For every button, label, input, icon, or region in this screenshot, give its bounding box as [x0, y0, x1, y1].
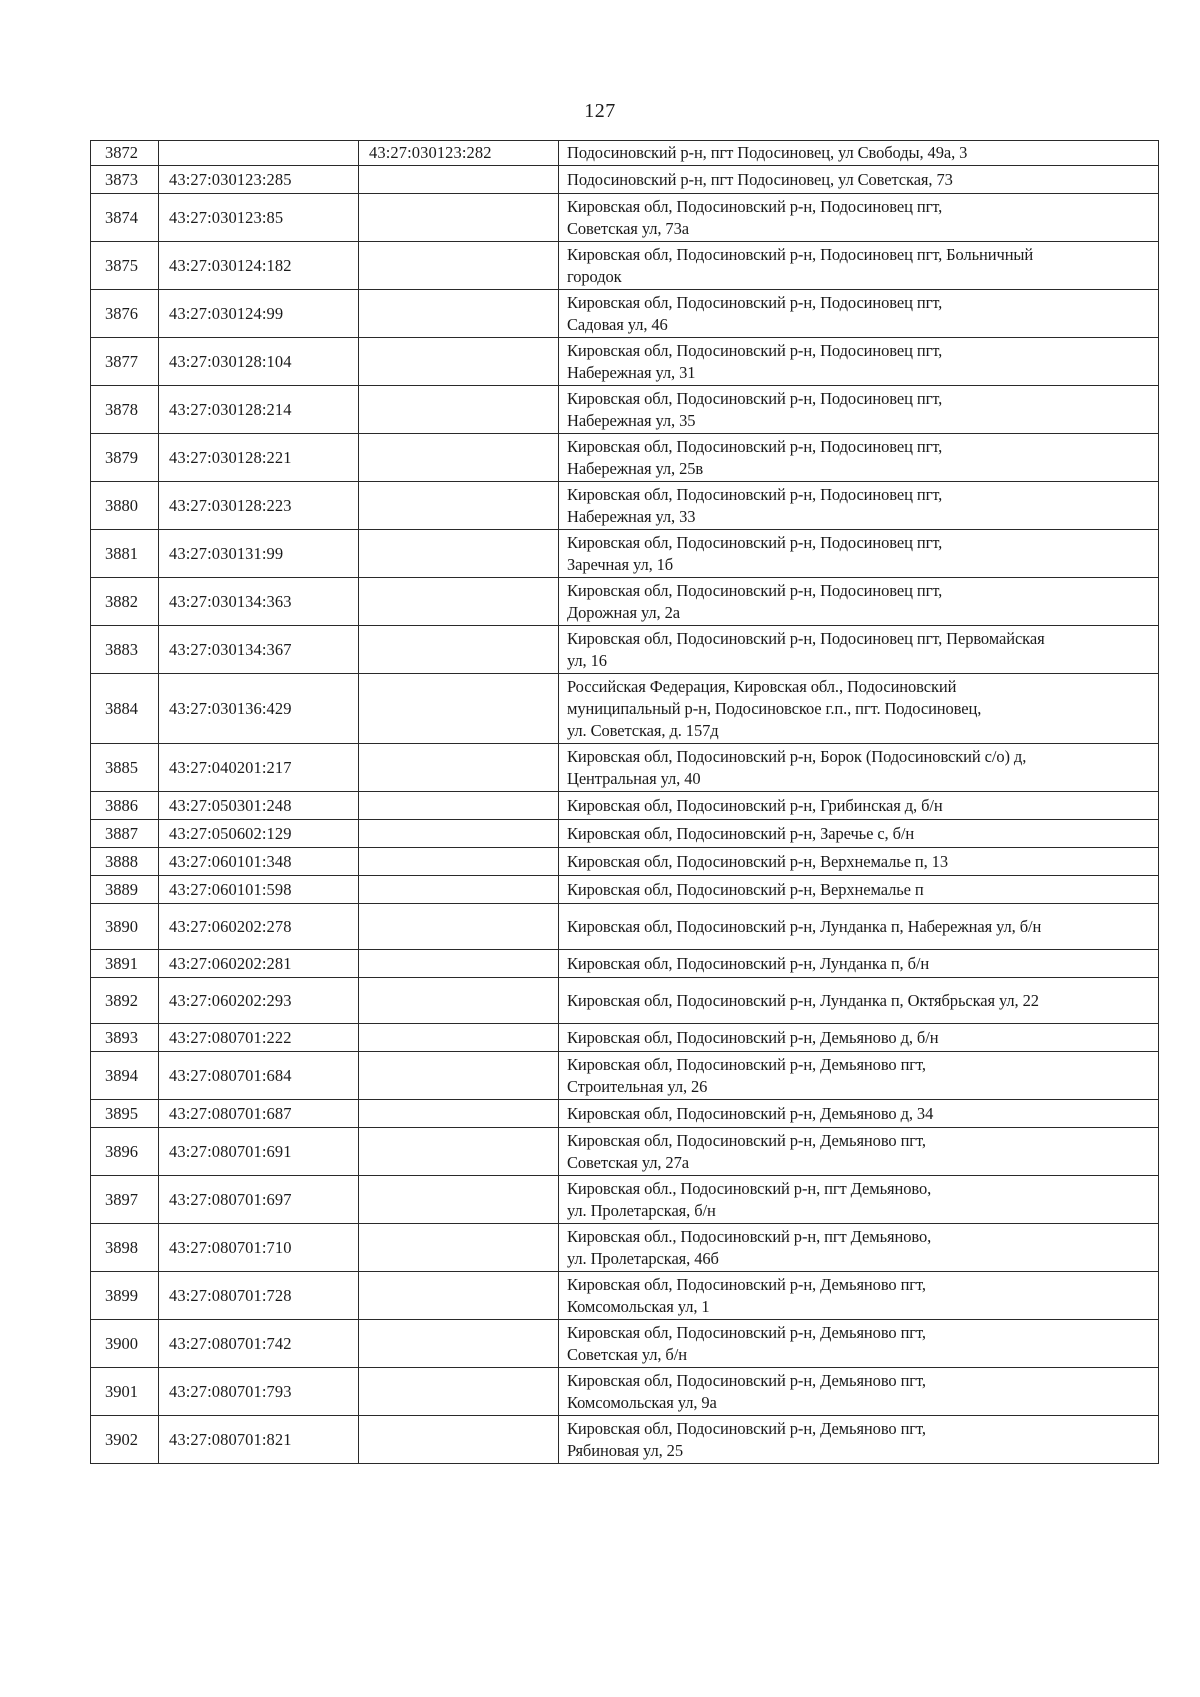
table-row [91, 386, 1159, 434]
table-row [91, 876, 1159, 904]
cadastral-number-cell: 43:27:030134:367 [159, 626, 359, 674]
table-row [91, 626, 1159, 674]
address-cell: Кировская обл, Подосиновский р-н, Подосиновец пгт, Дорожная ул, 2а [559, 578, 1159, 626]
table-row [91, 242, 1159, 290]
cadastral-number-cell: 43:27:030128:223 [159, 482, 359, 530]
cadastral-number-secondary-cell [359, 626, 559, 674]
table-row [91, 792, 1159, 820]
property-register-table [90, 140, 1159, 1464]
cadastral-number-secondary-cell [359, 1100, 559, 1128]
cadastral-number-cell: 43:27:060202:281 [159, 950, 359, 978]
address-cell: Кировская обл, Подосиновский р-н, Лунданка п, б/н [559, 950, 1159, 978]
cadastral-number-secondary-cell [359, 386, 559, 434]
address-cell: Кировская обл, Подосиновский р-н, Борок (Подосиновский с/о) д, Центральная ул, 40 [559, 744, 1159, 792]
row-number-cell: 3899 [91, 1272, 159, 1320]
address-cell: Кировская обл, Подосиновский р-н, Демьяново пгт, Комсомольская ул, 1 [559, 1272, 1159, 1320]
row-number-cell: 3892 [91, 978, 159, 1024]
address-cell: Кировская обл, Подосиновский р-н, Лунданка п, Октябрьская ул, 22 [559, 978, 1159, 1024]
row-number-cell: 3889 [91, 876, 159, 904]
address-cell: Кировская обл, Подосиновский р-н, Подосиновец пгт, Набережная ул, 35 [559, 386, 1159, 434]
cadastral-number-secondary-cell [359, 744, 559, 792]
row-number-cell: 3886 [91, 792, 159, 820]
address-cell: Кировская обл, Подосиновский р-н, Демьяново пгт, Советская ул, б/н [559, 1320, 1159, 1368]
cadastral-number-cell: 43:27:080701:691 [159, 1128, 359, 1176]
cadastral-number-cell: 43:27:030124:99 [159, 290, 359, 338]
row-number-cell: 3887 [91, 820, 159, 848]
cadastral-number-secondary-cell [359, 290, 559, 338]
cadastral-number-secondary-cell [359, 1368, 559, 1416]
address-cell: Кировская обл, Подосиновский р-н, Подосиновец пгт, Набережная ул, 31 [559, 338, 1159, 386]
cadastral-number-cell: 43:27:030123:85 [159, 194, 359, 242]
row-number-cell: 3885 [91, 744, 159, 792]
row-number-cell: 3879 [91, 434, 159, 482]
address-cell: Кировская обл, Подосиновский р-н, Подосиновец пгт, Первомайская ул, 16 [559, 626, 1159, 674]
address-cell: Кировская обл, Подосиновский р-н, Лунданка п, Набережная ул, б/н [559, 904, 1159, 950]
cadastral-number-cell: 43:27:080701:821 [159, 1416, 359, 1464]
cadastral-number-secondary-cell [359, 978, 559, 1024]
address-cell: Кировская обл, Подосиновский р-н, Заречье с, б/н [559, 820, 1159, 848]
address-cell: Кировская обл, Подосиновский р-н, Подосиновец пгт, Набережная ул, 25в [559, 434, 1159, 482]
cadastral-number-secondary-cell [359, 530, 559, 578]
address-cell: Кировская обл, Подосиновский р-н, Подосиновец пгт, Заречная ул, 1б [559, 530, 1159, 578]
cadastral-number-cell: 43:27:080701:697 [159, 1176, 359, 1224]
address-cell: Кировская обл, Подосиновский р-н, Демьяново пгт, Советская ул, 27а [559, 1128, 1159, 1176]
address-cell: Российская Федерация, Кировская обл., Подосиновский муниципальный р-н, Подосиновское г.п., пгт. Подосиновец, ул. Советская, д. 157д [559, 674, 1159, 744]
cadastral-number-secondary-cell [359, 876, 559, 904]
table-row [91, 674, 1159, 744]
row-number-cell: 3896 [91, 1128, 159, 1176]
row-number-cell: 3878 [91, 386, 159, 434]
row-number-cell: 3901 [91, 1368, 159, 1416]
cadastral-number-cell [159, 141, 359, 166]
cadastral-number-secondary-cell [359, 1024, 559, 1052]
address-cell: Кировская обл, Подосиновский р-н, Верхнемалье п [559, 876, 1159, 904]
cadastral-number-secondary-cell [359, 820, 559, 848]
row-number-cell: 3881 [91, 530, 159, 578]
address-cell: Кировская обл., Подосиновский р-н, пгт Демьяново, ул. Пролетарская, б/н [559, 1176, 1159, 1224]
row-number-cell: 3883 [91, 626, 159, 674]
cadastral-number-cell: 43:27:080701:742 [159, 1320, 359, 1368]
cadastral-number-secondary-cell [359, 848, 559, 876]
cadastral-number-cell: 43:27:080701:684 [159, 1052, 359, 1100]
cadastral-number-secondary-cell [359, 1272, 559, 1320]
address-cell: Кировская обл, Подосиновский р-н, Демьяново пгт, Строительная ул, 26 [559, 1052, 1159, 1100]
row-number-cell: 3895 [91, 1100, 159, 1128]
table-row [91, 820, 1159, 848]
cadastral-number-secondary-cell [359, 1176, 559, 1224]
address-cell: Кировская обл, Подосиновский р-н, Подосиновец пгт, Садовая ул, 46 [559, 290, 1159, 338]
table-row [91, 1416, 1159, 1464]
row-number-cell: 3902 [91, 1416, 159, 1464]
cadastral-number-cell: 43:27:030124:182 [159, 242, 359, 290]
row-number-cell: 3890 [91, 904, 159, 950]
table-row [91, 194, 1159, 242]
cadastral-number-cell: 43:27:060101:348 [159, 848, 359, 876]
row-number-cell: 3900 [91, 1320, 159, 1368]
cadastral-number-secondary-cell [359, 242, 559, 290]
table-row [91, 1052, 1159, 1100]
cadastral-number-secondary-cell [359, 1224, 559, 1272]
table-row [91, 1176, 1159, 1224]
cadastral-number-cell: 43:27:030128:214 [159, 386, 359, 434]
row-number-cell: 3877 [91, 338, 159, 386]
cadastral-number-cell: 43:27:040201:217 [159, 744, 359, 792]
table-row [91, 1368, 1159, 1416]
address-cell: Подосиновский р-н, пгт Подосиновец, ул Свободы, 49а, 3 [559, 141, 1159, 166]
cadastral-number-cell: 43:27:060202:278 [159, 904, 359, 950]
table-row [91, 578, 1159, 626]
row-number-cell: 3893 [91, 1024, 159, 1052]
row-number-cell: 3876 [91, 290, 159, 338]
cadastral-number-cell: 43:27:030123:285 [159, 166, 359, 194]
cadastral-number-secondary-cell [359, 166, 559, 194]
page-number: 127 [584, 100, 616, 122]
address-cell: Кировская обл, Подосиновский р-н, Подосиновец пгт, Набережная ул, 33 [559, 482, 1159, 530]
address-cell: Кировская обл, Подосиновский р-н, Подосиновец пгт, Больничный городок [559, 242, 1159, 290]
address-cell: Кировская обл, Подосиновский р-н, Демьяново д, 34 [559, 1100, 1159, 1128]
address-cell: Кировская обл, Подосиновский р-н, Подосиновец пгт, Советская ул, 73а [559, 194, 1159, 242]
address-cell: Кировская обл, Подосиновский р-н, Демьяново д, б/н [559, 1024, 1159, 1052]
table-row [91, 978, 1159, 1024]
cadastral-number-cell: 43:27:080701:222 [159, 1024, 359, 1052]
cadastral-number-cell: 43:27:080701:793 [159, 1368, 359, 1416]
cadastral-number-secondary-cell [359, 950, 559, 978]
address-cell: Кировская обл., Подосиновский р-н, пгт Демьяново, ул. Пролетарская, 46б [559, 1224, 1159, 1272]
cadastral-number-secondary-cell [359, 792, 559, 820]
cadastral-number-cell: 43:27:060101:598 [159, 876, 359, 904]
cadastral-number-secondary-cell [359, 194, 559, 242]
table-row [91, 1100, 1159, 1128]
table-row [91, 1272, 1159, 1320]
cadastral-number-secondary-cell [359, 482, 559, 530]
table-row [91, 1320, 1159, 1368]
row-number-cell: 3884 [91, 674, 159, 744]
table-row [91, 434, 1159, 482]
cadastral-number-cell: 43:27:030131:99 [159, 530, 359, 578]
cadastral-number-secondary-cell [359, 434, 559, 482]
row-number-cell: 3897 [91, 1176, 159, 1224]
table-row [91, 848, 1159, 876]
table-row [91, 530, 1159, 578]
table-row [91, 1224, 1159, 1272]
address-cell: Кировская обл, Подосиновский р-н, Грибинская д, б/н [559, 792, 1159, 820]
address-cell: Кировская обл, Подосиновский р-н, Верхнемалье п, 13 [559, 848, 1159, 876]
table-row [91, 1024, 1159, 1052]
register-body [91, 141, 1159, 1464]
cadastral-number-secondary-cell [359, 1416, 559, 1464]
cadastral-number-secondary-cell [359, 904, 559, 950]
address-cell: Подосиновский р-н, пгт Подосиновец, ул Советская, 73 [559, 166, 1159, 194]
table-row [91, 338, 1159, 386]
table-row [91, 290, 1159, 338]
table-row [91, 744, 1159, 792]
cadastral-number-cell: 43:27:030134:363 [159, 578, 359, 626]
table-row [91, 141, 1159, 166]
cadastral-number-secondary-cell [359, 1052, 559, 1100]
row-number-cell: 3880 [91, 482, 159, 530]
row-number-cell: 3872 [91, 141, 159, 166]
cadastral-number-cell: 43:27:030128:221 [159, 434, 359, 482]
cadastral-number-cell: 43:27:080701:710 [159, 1224, 359, 1272]
cadastral-number-cell: 43:27:060202:293 [159, 978, 359, 1024]
table-row [91, 904, 1159, 950]
cadastral-number-secondary-cell [359, 338, 559, 386]
row-number-cell: 3873 [91, 166, 159, 194]
table-row [91, 166, 1159, 194]
row-number-cell: 3898 [91, 1224, 159, 1272]
row-number-cell: 3874 [91, 194, 159, 242]
cadastral-number-secondary-cell [359, 1320, 559, 1368]
cadastral-number-secondary-cell: 43:27:030123:282 [359, 141, 559, 166]
cadastral-number-cell: 43:27:030136:429 [159, 674, 359, 744]
address-cell: Кировская обл, Подосиновский р-н, Демьяново пгт, Комсомольская ул, 9а [559, 1368, 1159, 1416]
cadastral-number-cell: 43:27:030128:104 [159, 338, 359, 386]
table-row [91, 482, 1159, 530]
cadastral-number-cell: 43:27:050602:129 [159, 820, 359, 848]
cadastral-number-secondary-cell [359, 1128, 559, 1176]
table-row [91, 1128, 1159, 1176]
cadastral-number-cell: 43:27:050301:248 [159, 792, 359, 820]
row-number-cell: 3882 [91, 578, 159, 626]
address-cell: Кировская обл, Подосиновский р-н, Демьяново пгт, Рябиновая ул, 25 [559, 1416, 1159, 1464]
row-number-cell: 3891 [91, 950, 159, 978]
cadastral-number-secondary-cell [359, 578, 559, 626]
cadastral-number-cell: 43:27:080701:728 [159, 1272, 359, 1320]
row-number-cell: 3888 [91, 848, 159, 876]
row-number-cell: 3894 [91, 1052, 159, 1100]
cadastral-number-cell: 43:27:080701:687 [159, 1100, 359, 1128]
table-row [91, 950, 1159, 978]
cadastral-number-secondary-cell [359, 674, 559, 744]
row-number-cell: 3875 [91, 242, 159, 290]
